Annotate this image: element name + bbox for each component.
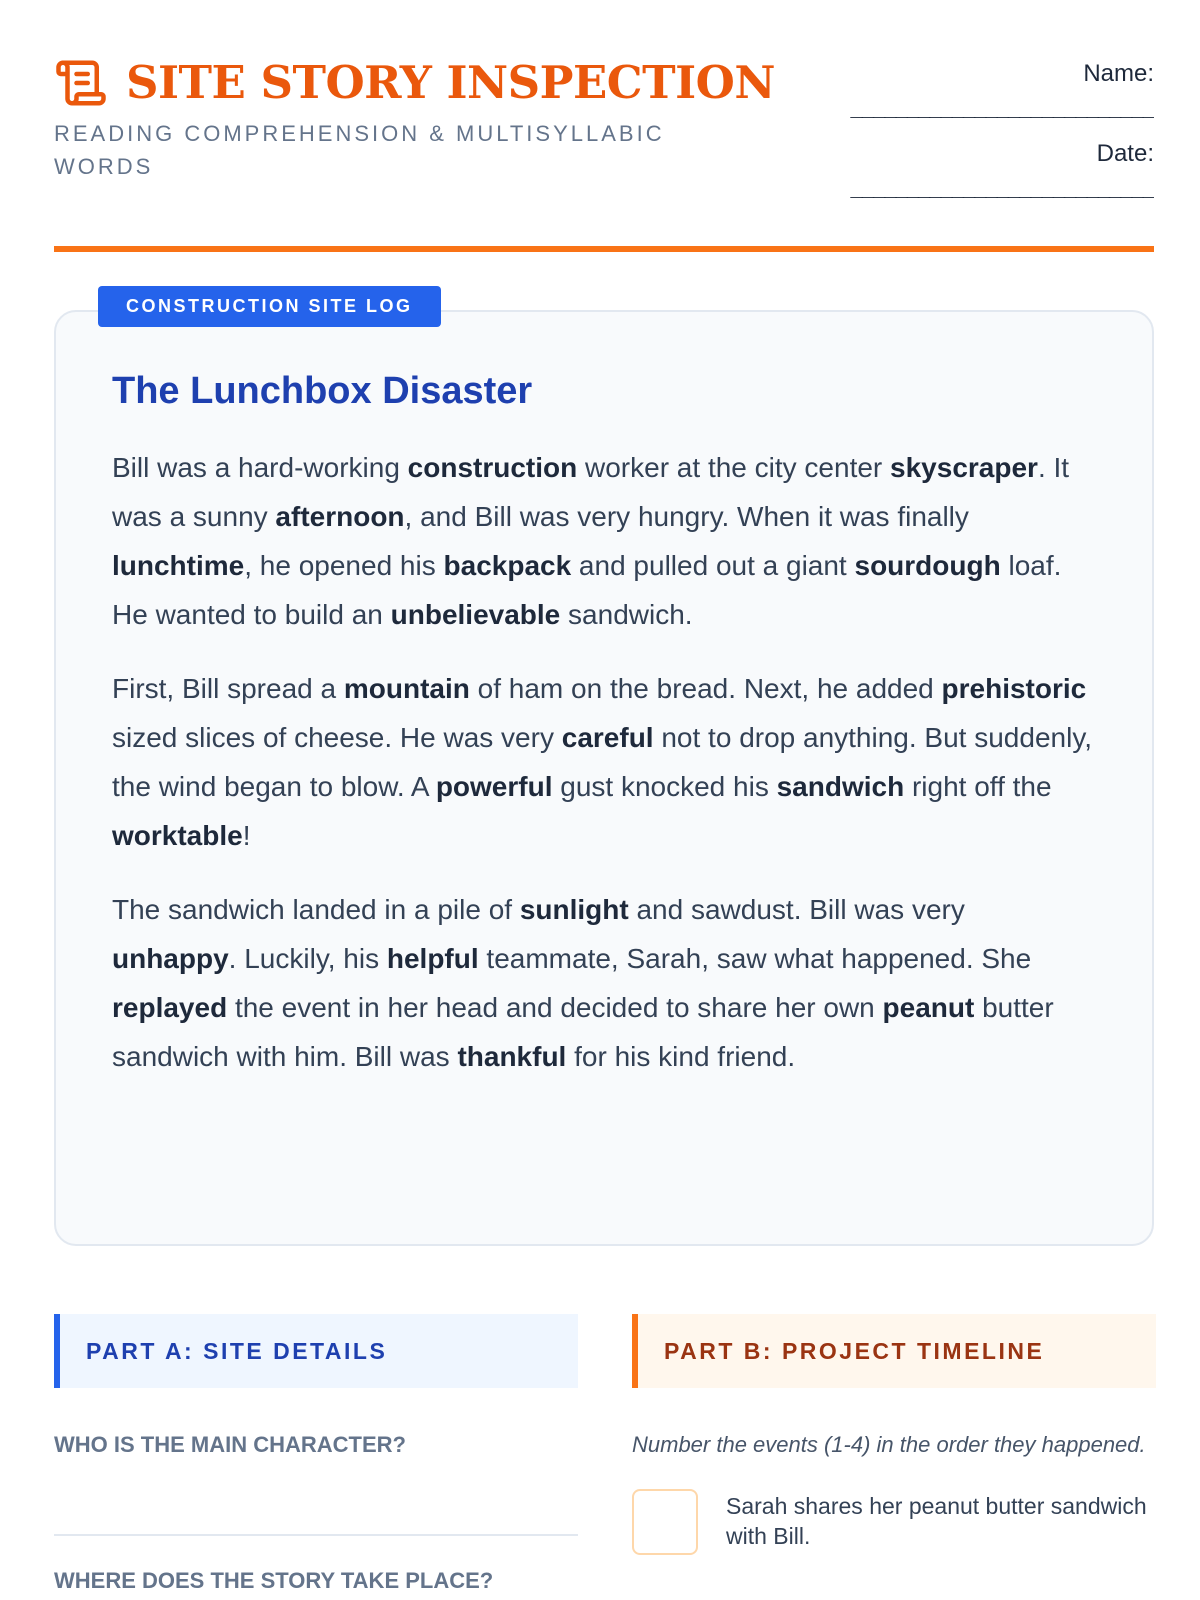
vocabulary-word: sandwich (776, 771, 905, 802)
timeline-event (632, 1489, 1156, 1555)
story-paragraph: First, Bill spread a mountain of ham on the bread. Next, he added prehistoric sized slices of cheese. He was very careful not to drop anything. But suddenly, the wind began to blow. A powerful gust knocked his sandwich right off the worktable! (112, 673, 1093, 851)
question-label: WHERE DOES THE STORY TAKE PLACE? (54, 1568, 494, 1593)
vocabulary-word: skyscraper (890, 452, 1038, 483)
vocabulary-word: construction (407, 452, 578, 483)
page-subtitle: READING COMPREHENSION & MULTISYLLABIC WORDS (54, 121, 665, 179)
vocabulary-word: unhappy (112, 943, 229, 974)
date-field-line[interactable]: ___________________________ (850, 176, 1154, 198)
part-b-heading: PART B: PROJECT TIMELINE (632, 1314, 1156, 1388)
story-tag-badge: CONSTRUCTION SITE LOG (98, 286, 441, 327)
page-title: SITE STORY INSPECTION (126, 56, 775, 109)
answer-line[interactable] (54, 1534, 578, 1536)
part-a-heading: PART A: SITE DETAILS (54, 1314, 578, 1388)
part-b-section (632, 1314, 1156, 1555)
name-label: Name: (1083, 60, 1154, 87)
vocabulary-word: thankful (457, 1041, 567, 1072)
worksheet-header (54, 0, 1154, 250)
story-paragraph: Bill was a hard-working construction worker at the city center skyscraper. It was a sunny afternoon, and Bill was very hungry. When it was finally lunchtime, he opened his backpack and pulled out a giant sourdough loaf. He wanted to build an unbelievable sandwich. (112, 452, 1070, 630)
vocabulary-word: powerful (435, 771, 553, 802)
vocabulary-word: replayed (112, 992, 228, 1023)
date-label: Date: (1096, 140, 1154, 167)
vocabulary-word: sunlight (519, 894, 629, 925)
vocabulary-word: mountain (343, 673, 470, 704)
timeline-instructions: Number the events (1-4) in the order they happened. (632, 1432, 1146, 1457)
part-a-section (54, 1314, 578, 1596)
story-title: The Lunchbox Disaster (112, 370, 533, 412)
vocabulary-word: worktable (112, 820, 243, 851)
vocabulary-word: lunchtime (112, 550, 245, 581)
name-field-line[interactable]: ___________________________ (850, 96, 1154, 118)
story-paragraph: The sandwich landed in a pile of sunlight and sawdust. Bill was very unhappy. Luckily, his helpful teammate, Sarah, saw what happened. She replayed the event in her head and decided to share her own peanut butter sandwich with him. Bill was thankful for his kind friend. (112, 894, 1054, 1072)
vocabulary-word: prehistoric (941, 673, 1087, 704)
vocabulary-word: helpful (386, 943, 479, 974)
header-divider (54, 246, 1154, 252)
vocabulary-word: backpack (443, 550, 572, 581)
student-meta (794, 60, 1154, 220)
story-section (54, 296, 1154, 1246)
order-number-box[interactable] (632, 1489, 698, 1555)
event-text: Sarah shares her peanut butter sandwich with Bill. (726, 1493, 1147, 1549)
vocabulary-word: careful (561, 722, 654, 753)
worksheet-page (54, 0, 1154, 1593)
scroll-icon (54, 56, 108, 110)
question-label: WHO IS THE MAIN CHARACTER? (54, 1432, 406, 1457)
vocabulary-word: sourdough (854, 550, 1001, 581)
title-row (54, 56, 775, 110)
story-box (54, 310, 1154, 1246)
vocabulary-word: unbelievable (390, 599, 561, 630)
vocabulary-word: peanut (882, 992, 975, 1023)
vocabulary-word: afternoon (275, 501, 405, 532)
